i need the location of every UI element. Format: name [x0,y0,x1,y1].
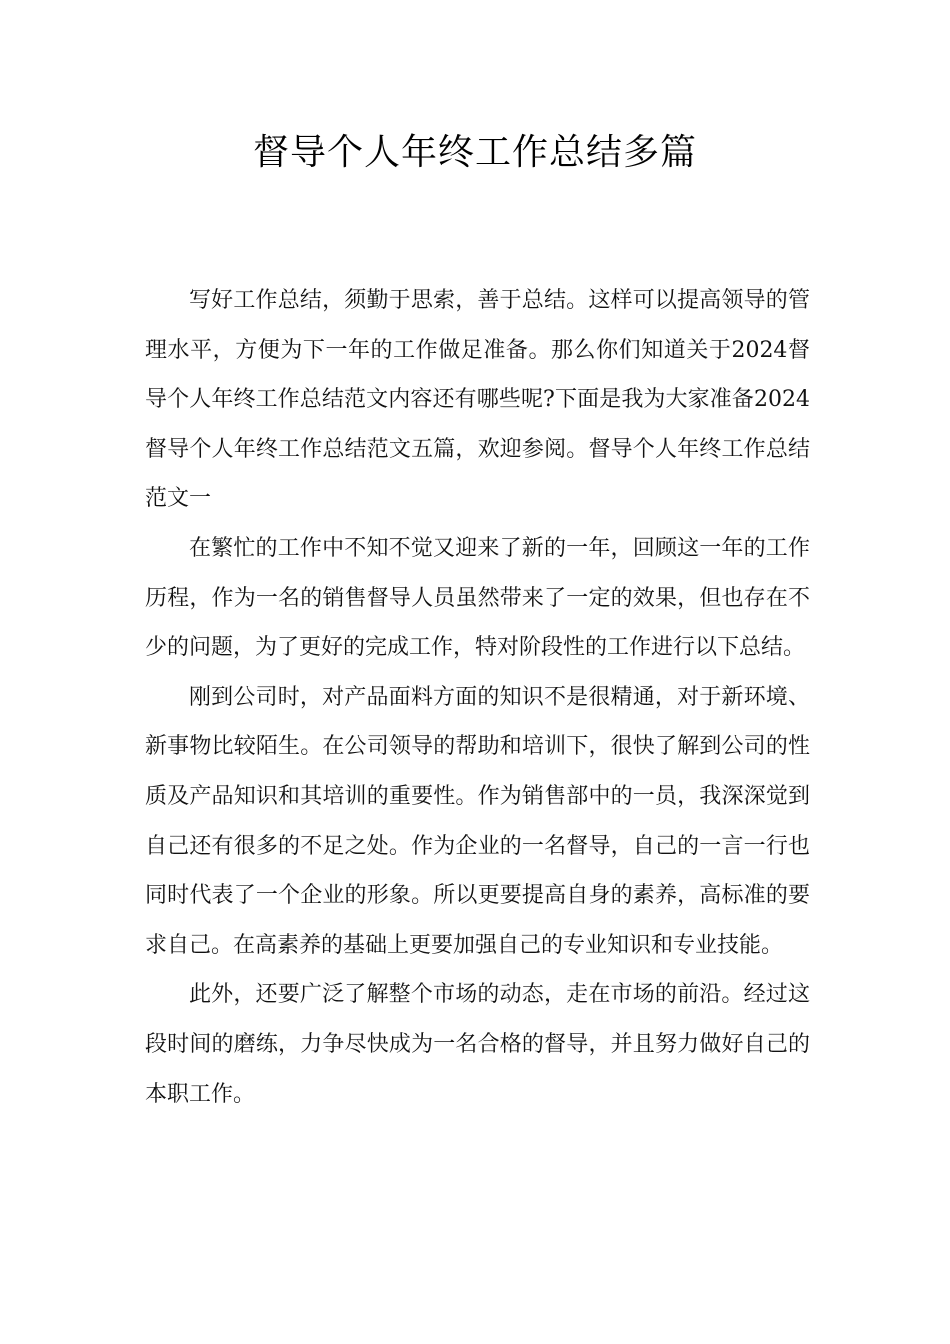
paragraph-market: 此外，还要广泛了解整个市场的动态，走在市场的前沿。经过这段时间的磨练，力争尽快成为一名合格的督导，并且努力做好自己的本职工作。 [145,982,810,1107]
document-title: 督导个人年终工作总结多篇 [252,132,697,173]
paragraph-company-arrival: 刚到公司时，对产品面料方面的知识不是很精通，对于新环境、新事物比较陌生。在公司领导的帮助和培训下，很快了解到公司的性质及产品知识和其培训的重要性。作为销售部中的一员，我深深觉到自己还有很多的不足之处。作为企业的一名督导，自己的一言一行也同时代表了一个企业的形象。所以更要提高自身的素养，高标准的要求自己。在高素养的基础上更要加强自己的专业知识和专业技能。 [145,684,810,958]
document-body [145,276,810,1119]
paragraph-review: 在繁忙的工作中不知不觉又迎来了新的一年，回顾这一年的工作历程，作为一名的销售督导人员虽然带来了一定的效果，但也存在不少的问题，为了更好的完成工作，特对阶段性的工作进行以下总结。 [145,535,810,661]
paragraph-intro: 写好工作总结，须勤于思索，善于总结。这样可以提高领导的管理水平，方便为下一年的工作做足准备。那么你们知道关于2024督导个人年终工作总结范文内容还有哪些呢?下面是我为大家准备2024督导个人年终工作总结范文五篇，欢迎参阅。督导个人年终工作总结范文一 [145,288,810,512]
